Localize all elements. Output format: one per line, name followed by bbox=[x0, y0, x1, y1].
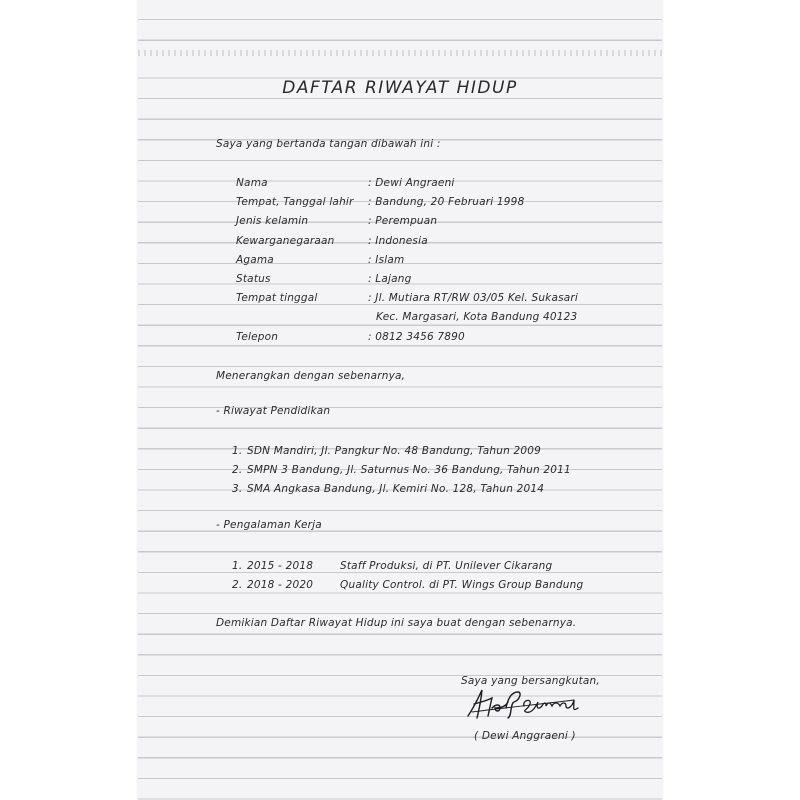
work-num: 2. bbox=[232, 579, 243, 591]
education-item: SDN Mandiri, Jl. Pangkur No. 48 Bandung, Tahun 2009 bbox=[247, 445, 541, 457]
education-num: 2. bbox=[232, 464, 243, 476]
value-tempat-tinggal-line2: Kec. Margasari, Kota Bandung 40123 bbox=[376, 311, 578, 323]
education-heading: - Riwayat Pendidikan bbox=[216, 405, 331, 417]
label-nama: Nama bbox=[236, 177, 268, 189]
work-heading: - Pengalaman Kerja bbox=[216, 519, 322, 531]
value-nama: : Dewi Angraeni bbox=[368, 177, 455, 189]
label-kewarganegaraan: Kewarganegaraan bbox=[236, 235, 335, 247]
label-status: Status bbox=[236, 273, 271, 285]
education-num: 3. bbox=[232, 483, 243, 495]
value-kewarganegaraan: : Indonesia bbox=[368, 235, 428, 247]
label-ttl: Tempat, Tanggal lahir bbox=[236, 196, 354, 208]
signature-name: ( Dewi Anggraeni ) bbox=[474, 730, 576, 742]
label-jenis-kelamin: Jenis kelamin bbox=[236, 215, 309, 227]
closing-text: Demikian Daftar Riwayat Hidup ini saya buat dengan sebenarnya. bbox=[216, 617, 577, 629]
work-period: 2018 - 2020 bbox=[247, 579, 314, 591]
document-title: DAFTAR RIWAYAT HIDUP bbox=[282, 78, 518, 98]
education-num: 1. bbox=[232, 445, 243, 457]
work-num: 1. bbox=[232, 560, 243, 572]
label-agama: Agama bbox=[236, 254, 274, 266]
work-item: Staff Produksi, di PT. Unilever Cikarang bbox=[340, 560, 553, 572]
education-item: SMA Angkasa Bandung, Jl. Kemiri No. 128, Tahun 2014 bbox=[247, 483, 545, 495]
value-telepon: : 0812 3456 7890 bbox=[368, 331, 465, 343]
intro-text: Saya yang bertanda tangan dibawah ini : bbox=[216, 138, 441, 150]
value-status: : Lajang bbox=[368, 273, 412, 285]
statement-text: Menerangkan dengan sebenarnya, bbox=[216, 370, 406, 382]
perforation-edge bbox=[138, 50, 662, 56]
label-tempat-tinggal: Tempat tinggal bbox=[236, 292, 318, 304]
value-tempat-tinggal: : Jl. Mutiara RT/RW 03/05 Kel. Sukasari bbox=[368, 292, 579, 304]
label-telepon: Telepon bbox=[236, 331, 279, 343]
work-item: Quality Control. di PT. Wings Group Bandung bbox=[340, 579, 584, 591]
education-item: SMPN 3 Bandung, Jl. Saturnus No. 36 Bandung, Tahun 2011 bbox=[247, 464, 571, 476]
handwritten-signature bbox=[462, 686, 582, 722]
value-ttl: : Bandung, 20 Februari 1998 bbox=[368, 196, 525, 208]
work-period: 2015 - 2018 bbox=[247, 560, 314, 572]
value-jenis-kelamin: : Perempuan bbox=[368, 215, 438, 227]
signature-label: Saya yang bersangkutan, bbox=[461, 675, 600, 687]
value-agama: : Islam bbox=[368, 254, 405, 266]
